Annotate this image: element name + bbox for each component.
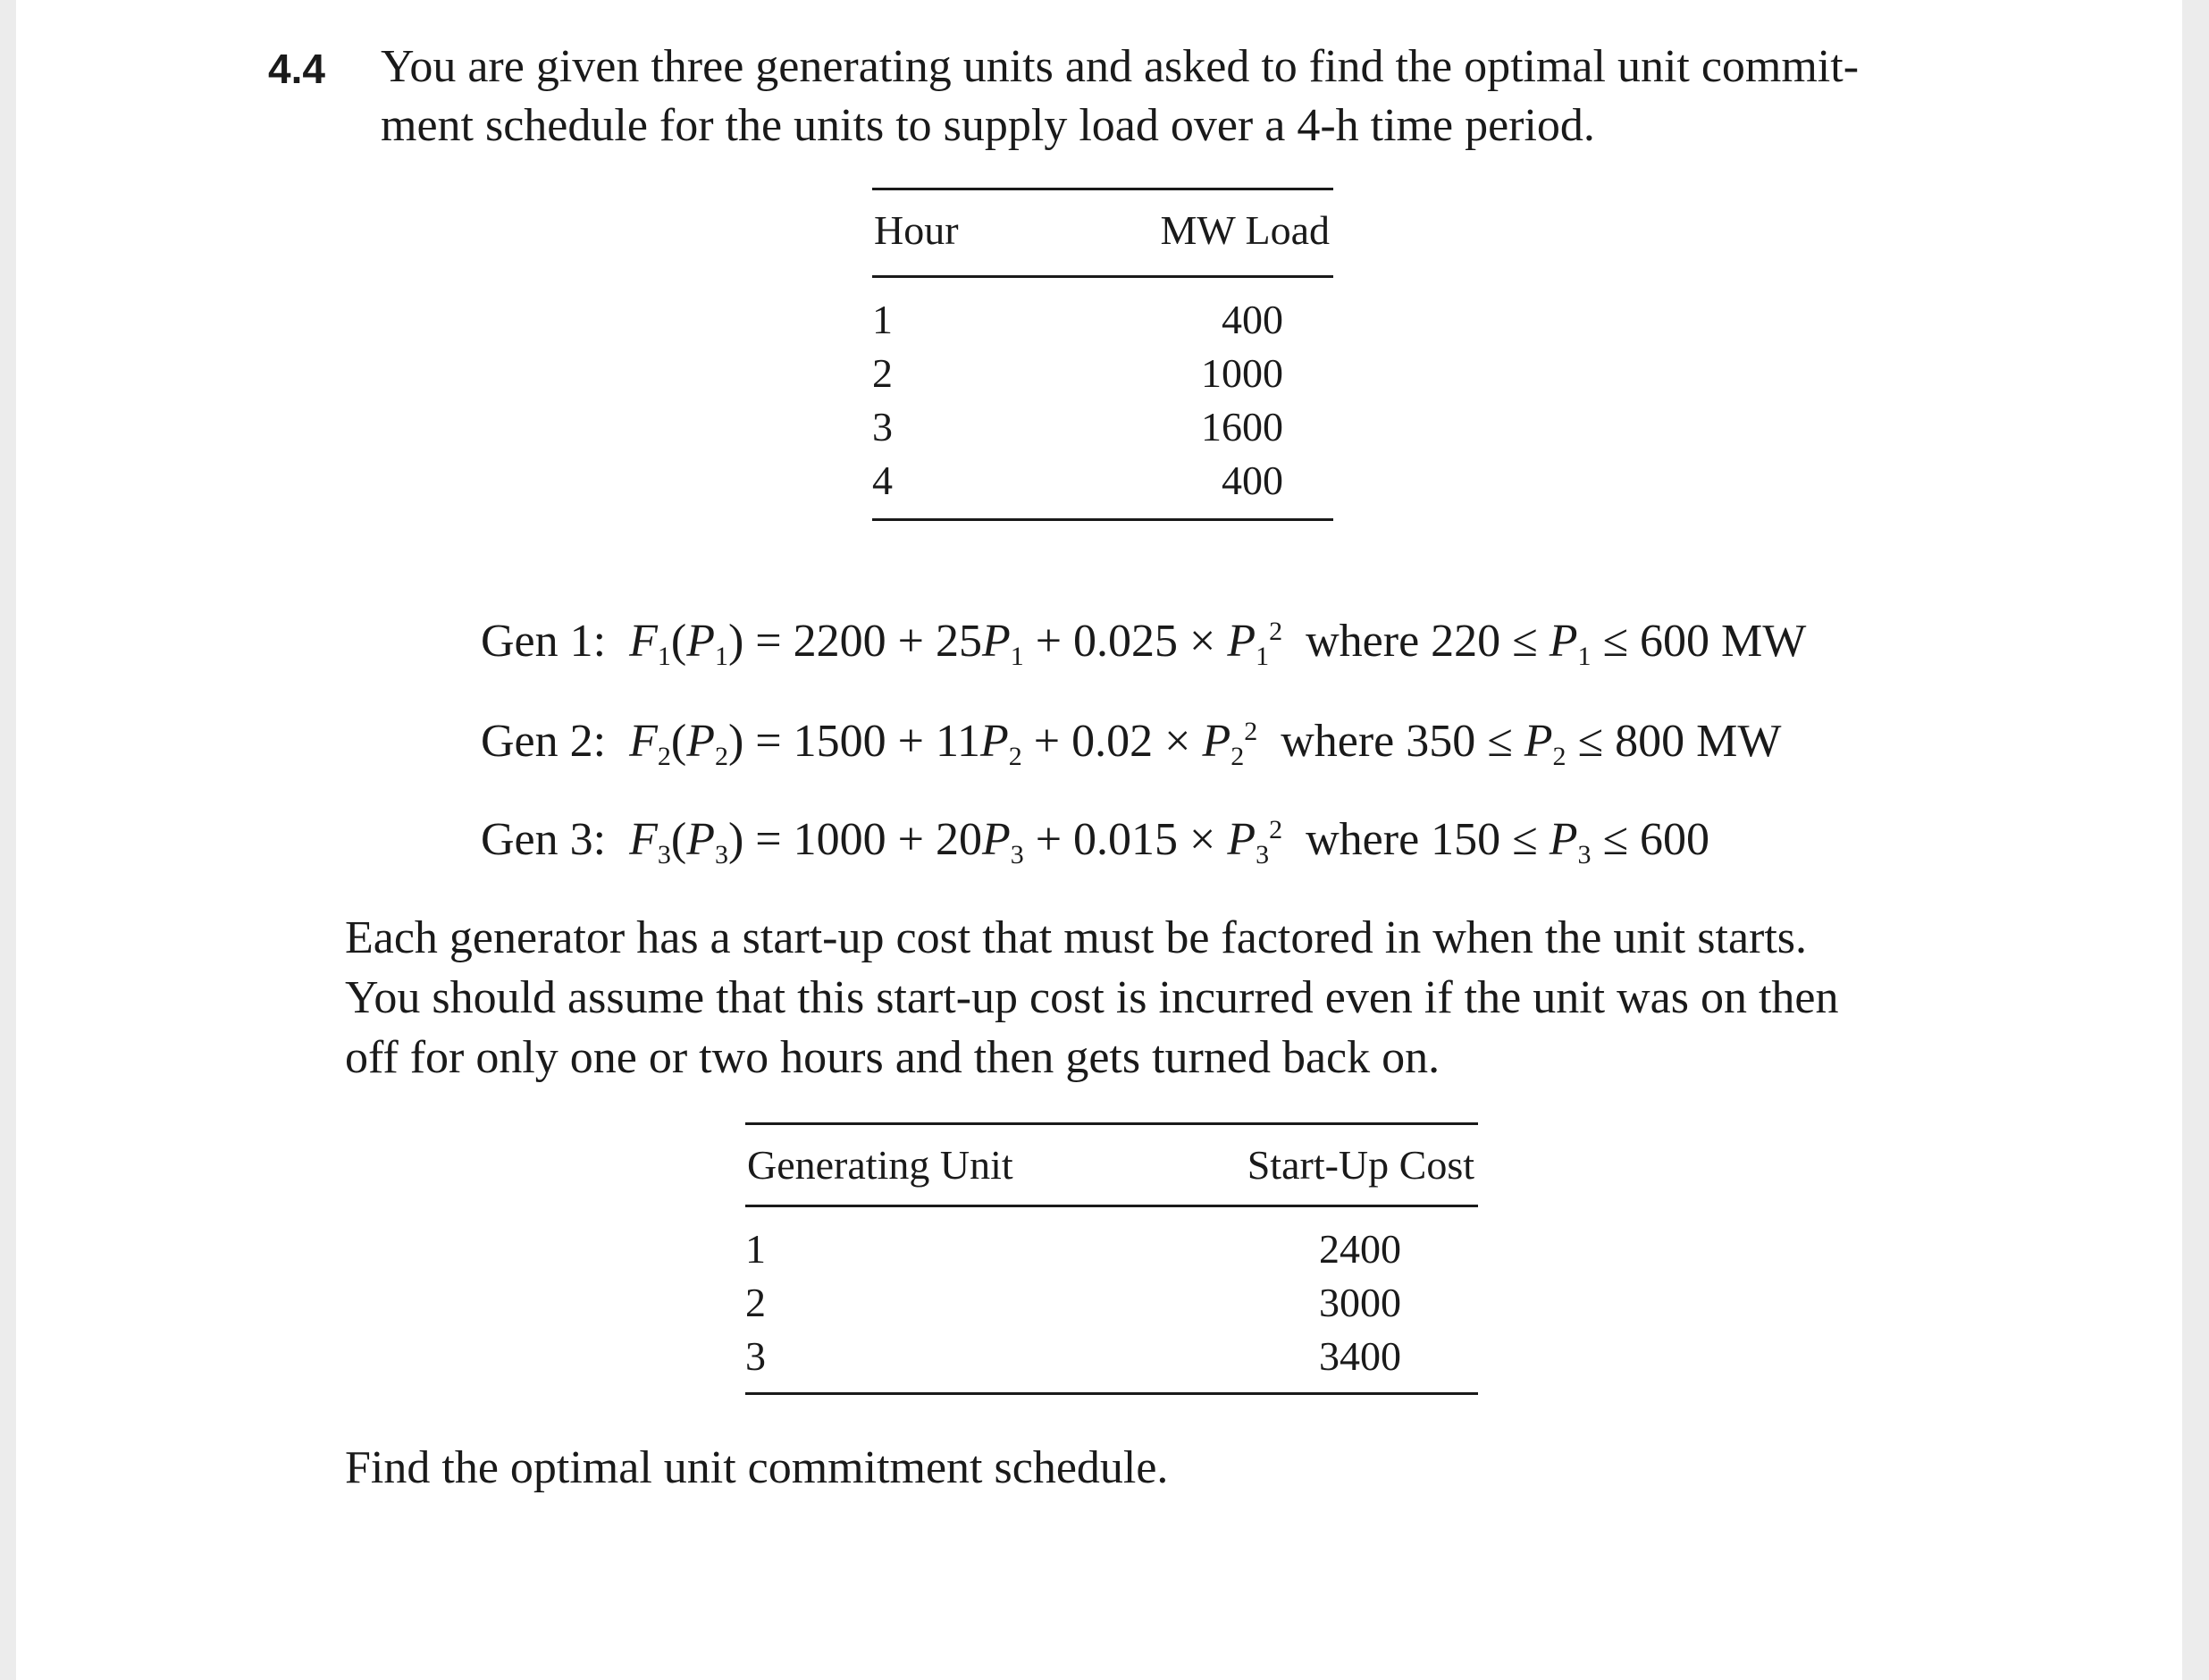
linear-coefficient: 11 [935, 716, 981, 767]
intro-line: You are given three generating units and asked to find the optimal unit commit- [381, 41, 1860, 92]
paragraph-line: off for only one or two hours and then gets turned back on. [345, 1032, 1440, 1083]
document-page [16, 0, 2182, 1680]
constant-term: 1000 [793, 814, 886, 865]
limit-unit: MW [1721, 616, 1807, 667]
table-header-rule [745, 1205, 1478, 1207]
paragraph-line: Each generator has a start-up cost that must be factored in when the unit starts. [345, 912, 1808, 963]
hour-cell: 1 [872, 297, 893, 342]
quadratic-coefficient: 0.02 [1071, 716, 1154, 767]
table-row [745, 1276, 1478, 1330]
problem-number: 4.4 [268, 46, 325, 92]
column-header-hour: Hour [874, 207, 959, 253]
linear-coefficient: 20 [935, 814, 982, 865]
load-table-body [872, 293, 1333, 508]
max-limit: 600 [1640, 814, 1710, 865]
column-header-generating-unit: Generating Unit [747, 1142, 1013, 1188]
table-header-rule [872, 275, 1333, 278]
min-limit: 220 [1431, 616, 1501, 667]
column-header-mw-load: MW Load [1160, 207, 1330, 253]
where-word: where [1306, 616, 1420, 667]
table-top-rule [745, 1122, 1478, 1125]
constant-term: 2200 [793, 616, 886, 667]
table-row [745, 1222, 1478, 1276]
hour-cell: 2 [872, 350, 893, 396]
table-bottom-rule [872, 518, 1333, 521]
quadratic-coefficient: 0.015 [1073, 814, 1179, 865]
intro-line: ment schedule for the units to supply load over a 4-h time period. [381, 100, 1595, 151]
cost-cell: 3000 [1319, 1280, 1401, 1325]
table-row [872, 454, 1333, 508]
load-cell: 400 [1222, 458, 1283, 503]
cost-cell: 2400 [1319, 1226, 1401, 1272]
table-top-rule [872, 188, 1333, 190]
equation-label: Gen 2: [481, 716, 607, 767]
gen3-cost-equation: Gen 3: $F_3(P_3) = 1000 + 20P_3 + 0.015 \times P_3^2$ where $150 \le P_3 \le 600$ [481, 814, 1710, 869]
min-limit: 150 [1431, 814, 1501, 865]
closing-instruction: Find the optimal unit commitment schedule. [345, 1442, 1169, 1493]
where-word: where [1306, 814, 1420, 865]
startup-table-body [745, 1222, 1478, 1383]
problem-intro [381, 38, 1953, 155]
load-cell: 400 [1222, 297, 1283, 342]
limit-unit: MW [1696, 716, 1782, 767]
min-limit: 350 [1406, 716, 1476, 767]
cost-cell: 3400 [1319, 1333, 1401, 1379]
constant-term: 1500 [793, 716, 886, 767]
table-row [745, 1330, 1478, 1383]
table-bottom-rule [745, 1392, 1478, 1395]
table-row [872, 347, 1333, 400]
paragraph-line: You should assume that this start-up cost is incurred even if the unit was on then [345, 972, 1839, 1023]
column-header-startup-cost: Start-Up Cost [1247, 1142, 1474, 1188]
load-table [872, 188, 1333, 527]
max-limit: 800 [1615, 716, 1685, 767]
equation-label: Gen 3: [481, 814, 607, 865]
equation-label: Gen 1: [481, 616, 607, 667]
table-row [872, 293, 1333, 347]
linear-coefficient: 25 [935, 616, 982, 667]
max-limit: 600 [1640, 616, 1710, 667]
startup-cost-table [745, 1122, 1478, 1399]
quadratic-coefficient: 0.025 [1073, 616, 1179, 667]
table-row [872, 400, 1333, 454]
gen2-cost-equation: Gen 2: $F_2(P_2) = 1500 + 11P_2 + 0.02 \times P_2^2$ where $350 \le P_2 \le 800$ MW [481, 716, 1782, 771]
gen1-cost-equation: Gen 1: $F_1(P_1) = 2200 + 25P_1 + 0.025 \times P_1^2$ where $220 \le P_1 \le 600$ MW [481, 616, 1807, 671]
unit-cell: 3 [745, 1333, 766, 1379]
where-word: where [1281, 716, 1395, 767]
unit-cell: 2 [745, 1280, 766, 1325]
hour-cell: 3 [872, 404, 893, 449]
startup-paragraph [345, 908, 1944, 1088]
load-cell: 1600 [1201, 404, 1283, 449]
unit-cell: 1 [745, 1226, 766, 1272]
hour-cell: 4 [872, 458, 893, 503]
load-cell: 1000 [1201, 350, 1283, 396]
